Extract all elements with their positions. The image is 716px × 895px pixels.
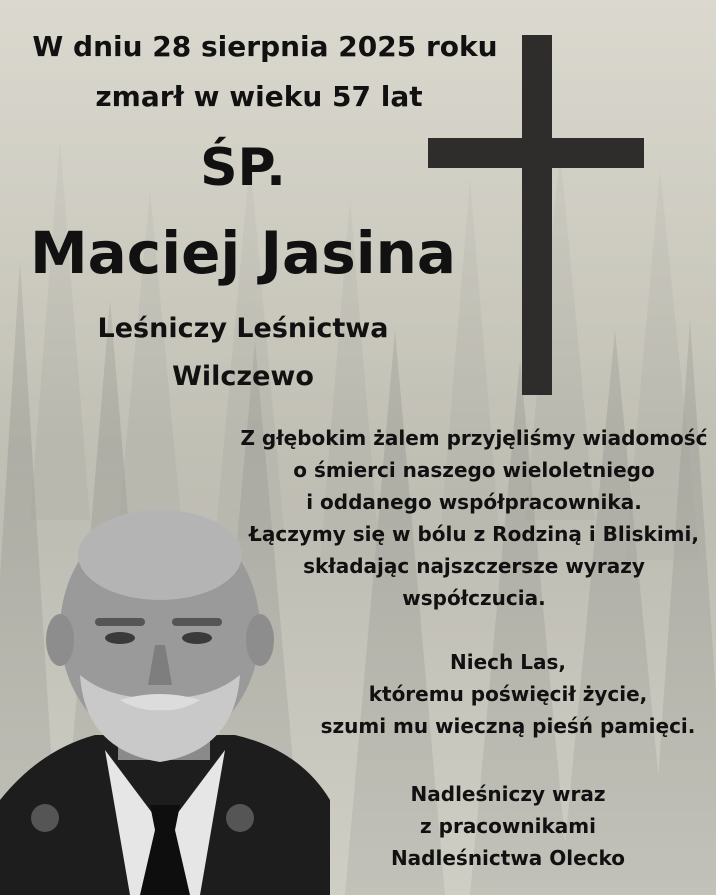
date-line: W dniu 28 sierpnia 2025 roku <box>32 30 498 63</box>
deceased-name: Maciej Jasina <box>29 219 457 287</box>
message-line: Łączymy się w bólu z Rodziną i Bliskimi, <box>249 522 699 546</box>
role-line-2: Wilczewo <box>172 361 314 392</box>
poem-line: któremu poświęcił życie, <box>368 682 648 706</box>
age-line: zmarł w wieku 57 lat <box>95 80 423 113</box>
poem-line: szumi mu wieczną pieśń pamięci. <box>320 714 696 738</box>
signature-line: Nadleśnictwa Olecko <box>390 846 626 870</box>
honorific-prefix: ŚP. <box>200 138 286 198</box>
message-line: składając najszczersze wyrazy <box>303 554 645 578</box>
message-line: współczucia. <box>402 586 546 610</box>
poem-line: Niech Las, <box>450 650 566 674</box>
role-line-1: Leśniczy Leśnictwa <box>97 313 389 344</box>
signature-line: Nadleśniczy wraz <box>410 782 606 806</box>
message-line: o śmierci naszego wieloletniego <box>293 458 655 482</box>
signature-line: z pracownikami <box>420 814 596 838</box>
message-line: Z głębokim żalem przyjęliśmy wiadomość <box>240 426 708 450</box>
message-line: i oddanego współpracownika. <box>306 490 642 514</box>
